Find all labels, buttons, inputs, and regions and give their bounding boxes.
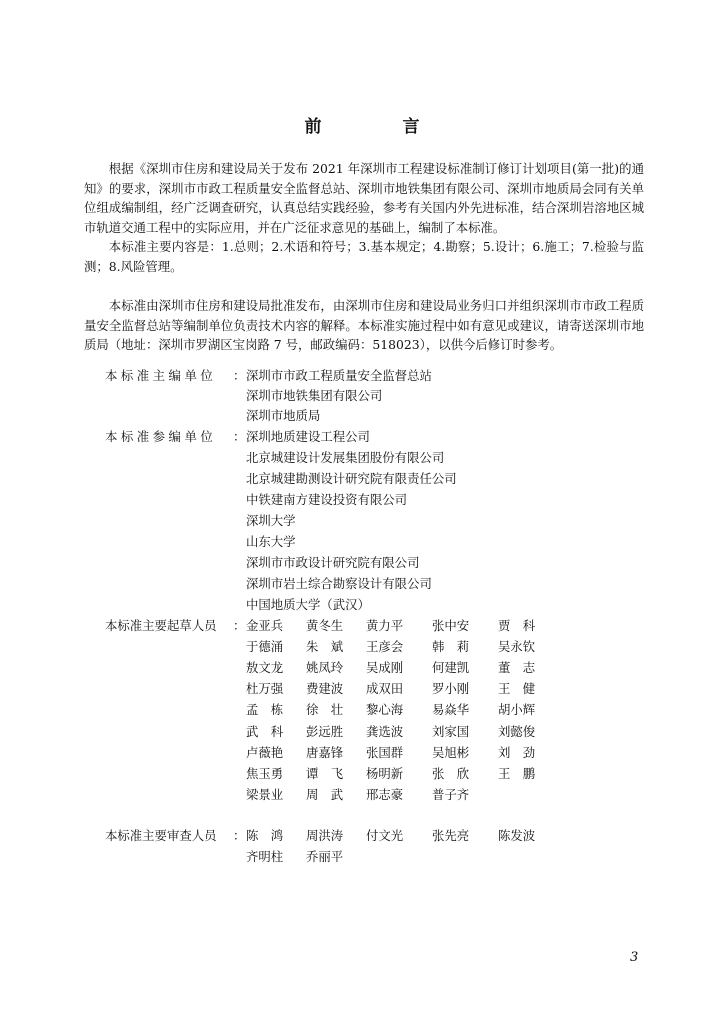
person-name: 王 健 bbox=[498, 681, 536, 697]
person-name: 彭远胜 bbox=[306, 723, 344, 739]
person-name: 周 武 bbox=[306, 786, 344, 802]
reviewers-label: 本标准主要审查人员 bbox=[105, 828, 217, 843]
person-name: 龚选波 bbox=[366, 723, 404, 739]
person-name: 邢志豪 bbox=[366, 786, 404, 802]
chief-unit: 深圳市市政工程质量安全监督总站 bbox=[246, 368, 432, 383]
units-and-personnel bbox=[84, 366, 644, 864]
person-name: 梁景业 bbox=[246, 786, 284, 802]
person-name: 乔丽平 bbox=[306, 849, 344, 864]
person-name: 武 科 bbox=[246, 723, 284, 739]
participating-unit: 深圳大学 bbox=[246, 513, 296, 528]
chief-units-label: 本标准主编单位 bbox=[105, 368, 217, 383]
page-title: 前 言 bbox=[304, 117, 452, 137]
participating-units-colon: ： bbox=[233, 429, 246, 444]
participating-unit: 山东大学 bbox=[246, 534, 296, 549]
person-name: 吴永钦 bbox=[498, 639, 536, 655]
person-name: 杨明新 bbox=[366, 765, 404, 781]
person-name: 韩 莉 bbox=[432, 639, 470, 655]
person-name: 刘 劲 bbox=[498, 744, 536, 760]
person-name: 成双田 bbox=[366, 681, 404, 697]
person-name: 付文光 bbox=[366, 828, 404, 843]
person-name: 姚凤玲 bbox=[306, 660, 344, 676]
participating-unit: 北京城建勘测设计研究院有限责任公司 bbox=[246, 471, 457, 486]
participating-unit: 深圳地质建设工程公司 bbox=[246, 429, 370, 444]
person-name: 刘家国 bbox=[432, 723, 470, 739]
drafters-label: 本标准主要起草人员 bbox=[105, 618, 217, 633]
person-name: 张先亮 bbox=[432, 828, 470, 843]
person-name: 于德涌 bbox=[246, 639, 284, 655]
person-name: 齐明柱 bbox=[246, 849, 284, 864]
person-name: 贾 科 bbox=[498, 618, 536, 633]
person-name: 普子齐 bbox=[432, 786, 470, 802]
person-name: 黎心海 bbox=[366, 702, 404, 718]
person-name: 徐 壮 bbox=[306, 702, 344, 718]
person-name: 谭 飞 bbox=[306, 765, 344, 781]
preface-paragraph-contents: 本标准主要内容是：1.总则；2.术语和符号；3.基本规定；4.勘察；5.设计；6.施工；7.检验与监测；8.风险管理。 bbox=[84, 239, 644, 274]
person-name: 易焱华 bbox=[432, 702, 470, 718]
person-name: 黄冬生 bbox=[306, 618, 344, 633]
person-name: 何建凯 bbox=[432, 660, 470, 676]
chief-units-colon: ： bbox=[233, 368, 246, 383]
person-name: 金亚兵 bbox=[246, 618, 284, 633]
person-name: 唐嘉锋 bbox=[306, 744, 344, 760]
person-name: 董 志 bbox=[498, 660, 536, 676]
person-name: 焦玉勇 bbox=[246, 765, 284, 781]
chief-unit: 深圳市地质局 bbox=[246, 408, 321, 423]
participating-unit: 中铁建南方建设投资有限公司 bbox=[246, 492, 408, 507]
participating-unit: 北京城建设计发展集团股份有限公司 bbox=[246, 450, 445, 465]
chief-unit: 深圳市地铁集团有限公司 bbox=[246, 388, 383, 403]
drafters-colon: ： bbox=[233, 618, 246, 633]
person-name: 吴成刚 bbox=[366, 660, 404, 676]
person-name: 胡小辉 bbox=[498, 702, 536, 718]
preface-paragraph-basis: 根据《深圳市住房和建设局关于发布 2021 年深圳市工程建设标准制订修订计划项目(第一批)的通知》的要求，深圳市市政工程质量安全监督总站、深圳市地铁集团有限公司、深圳市地质局会同有关单位组成编制组，经广泛调查研究，认真总结实践经验，参考有关国内外先进标准，结合深圳岩溶地区城市轨道交通工程中的实际应用，并在广泛征求意见的基础上，编制了本标准。 bbox=[84, 161, 644, 235]
person-name: 张中安 bbox=[432, 618, 470, 633]
person-name: 张 欣 bbox=[432, 765, 470, 781]
participating-unit: 深圳市市政设计研究院有限公司 bbox=[246, 555, 420, 570]
person-name: 陈 鸿 bbox=[246, 828, 284, 843]
person-name: 陈发波 bbox=[498, 828, 536, 843]
person-name: 费建波 bbox=[306, 681, 344, 697]
person-name: 孟 栋 bbox=[246, 702, 284, 718]
page-number: 3 bbox=[630, 950, 639, 965]
person-name: 卢薇艳 bbox=[246, 744, 284, 760]
participating-units-label: 本标准参编单位 bbox=[105, 429, 217, 444]
person-name: 刘懿俊 bbox=[498, 723, 536, 739]
person-name: 王彦会 bbox=[366, 639, 404, 655]
person-name: 黄力平 bbox=[366, 618, 404, 633]
preface-paragraph-interpretation: 本标准由深圳市住房和建设局批准发布，由深圳市住房和建设局业务归口并组织深圳市市政工程质量安全监督总站等编制单位负责技术内容的解释。本标准实施过程中如有意见或建议，请寄送深圳市地质局（地址：深圳市罗湖区宝岗路 7 号，邮政编码：518023），以供今后修订时参考。 bbox=[84, 298, 644, 353]
participating-unit: 中国地质大学（武汉） bbox=[246, 597, 370, 612]
person-name: 王 鹏 bbox=[498, 765, 536, 781]
person-name: 周洪涛 bbox=[306, 828, 344, 843]
person-name: 张国群 bbox=[366, 744, 404, 760]
participating-unit: 深圳市岩土综合勘察设计有限公司 bbox=[246, 576, 432, 591]
person-name: 敖文龙 bbox=[246, 660, 284, 676]
person-name: 朱 斌 bbox=[306, 639, 344, 655]
person-name: 吴旭彬 bbox=[432, 744, 470, 760]
person-name: 罗小刚 bbox=[432, 681, 470, 697]
reviewers-colon: ： bbox=[233, 828, 246, 843]
person-name: 杜万强 bbox=[246, 681, 284, 697]
